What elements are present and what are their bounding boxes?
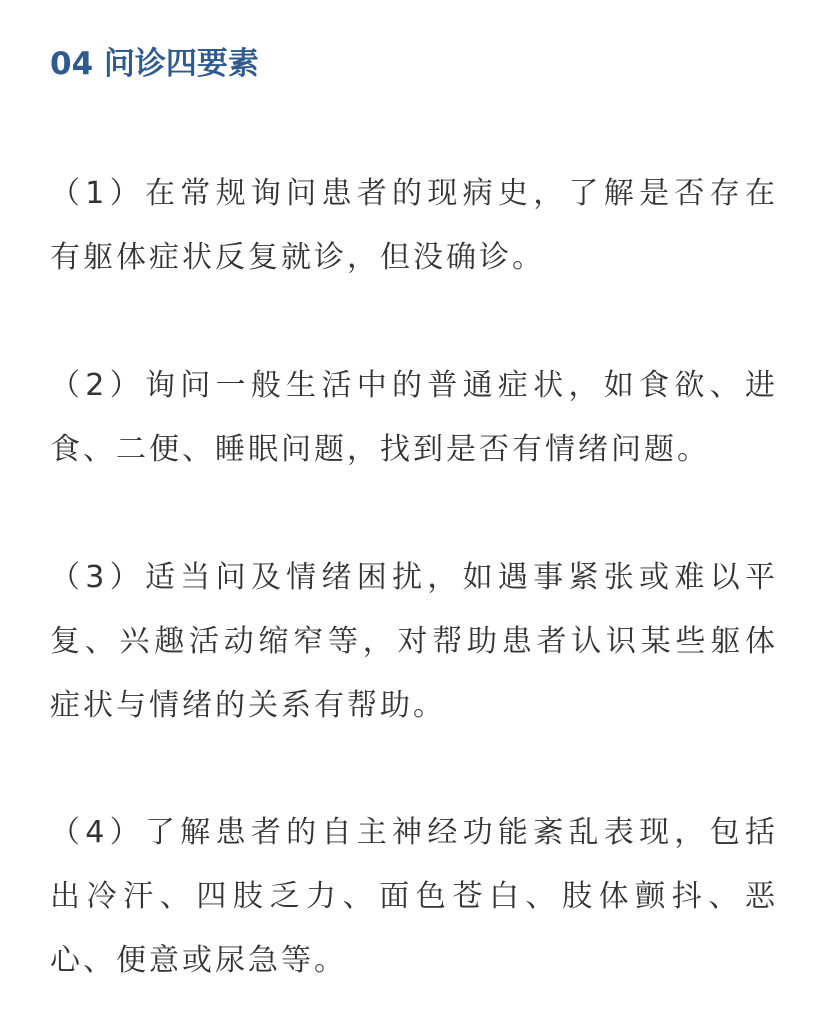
paragraph-line: （2）询问一般生活中的普通症状，如食欲、进 — [50, 368, 778, 403]
paragraph-1 — [50, 162, 778, 290]
paragraph-line: 症状与情绪的关系有帮助。 — [50, 688, 446, 723]
paragraph-line: 有躯体症状反复就诊，但没确诊。 — [50, 240, 545, 275]
paragraph-4 — [50, 801, 778, 993]
paragraph-line: 心、便意或尿急等。 — [50, 943, 347, 978]
paragraph-line: 食、二便、睡眠问题，找到是否有情绪问题。 — [50, 432, 710, 467]
paragraph-line: 出冷汗、四肢乏力、面色苍白、肢体颤抖、恶 — [50, 879, 778, 914]
section-title: 04 问诊四要素 — [50, 46, 259, 82]
paragraph-line: 复、兴趣活动缩窄等，对帮助患者认识某些躯体 — [50, 624, 778, 659]
paragraph-3 — [50, 546, 778, 738]
paragraph-line: （3）适当问及情绪困扰，如遇事紧张或难以平 — [50, 560, 778, 595]
paragraph-line: （1）在常规询问患者的现病史，了解是否存在 — [50, 176, 778, 211]
paragraph-2 — [50, 354, 778, 482]
paragraph-line: （4）了解患者的自主神经功能紊乱表现，包括 — [50, 815, 778, 850]
